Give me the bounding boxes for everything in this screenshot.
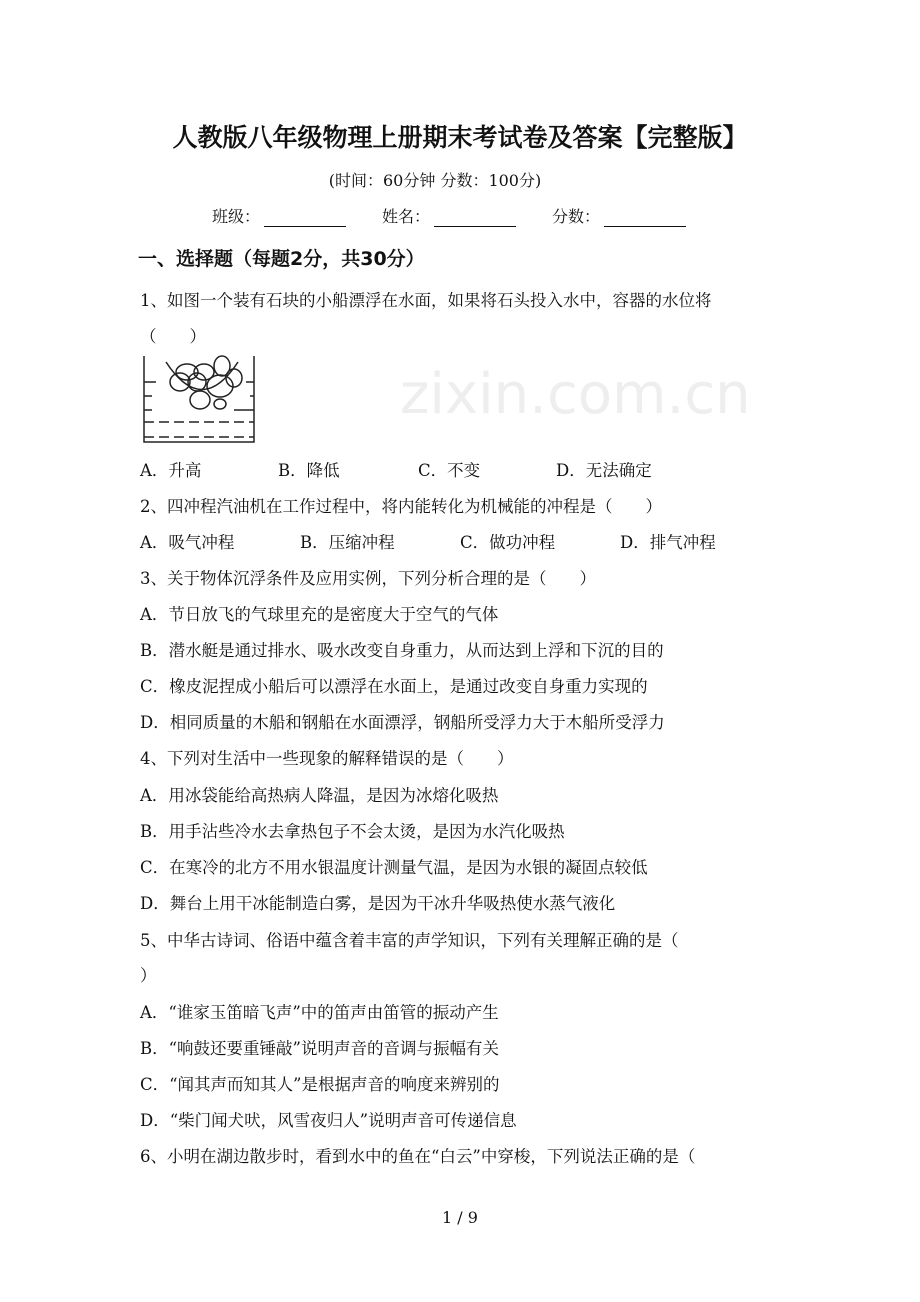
page-number: 1 / 9 [442,1208,478,1227]
class-field [212,204,346,227]
q5-stem-cont: ） [140,966,157,985]
name-field [382,204,516,227]
q1-options [140,457,652,481]
class-label: 班级： [212,207,261,226]
q2-option-c: C．做功冲程 [460,533,556,552]
q2-option-a: A．吸气冲程 [140,533,235,552]
q3-option-a: A．节日放飞的气球里充的是密度大于空气的气体 [140,605,499,624]
page-title: 人教版八年级物理上册期末考试卷及答案【完整版】 [172,123,748,152]
q4-option-d: D．舞台上用干冰能制造白雾，是因为干冰升华吸热使水蒸气液化 [140,894,616,913]
q1-stem-cont: （ ） [140,327,206,346]
q4-stem: 4、下列对生活中一些现象的解释错误的是（ ） [140,749,514,768]
q3-stem: 3、关于物体沉浮条件及应用实例，下列分析合理的是（ ） [140,569,596,588]
q2-stem: 2、四冲程汽油机在工作过程中，将内能转化为机械能的冲程是（ ） [140,497,662,516]
q2-option-d: D．排气冲程 [620,533,716,552]
boat-figure [142,352,262,444]
q1-option-a: A．升高 [140,461,202,480]
score-field [552,204,686,227]
q6-stem: 6、小明在湖边散步时，看到水中的鱼在“白云”中穿梭，下列说法正确的是（ [140,1147,696,1166]
q5-option-d: D．“柴门闻犬吠，风雪夜归人”说明声音可传递信息 [140,1111,517,1130]
q1-option-b: B．降低 [278,461,340,480]
class-blank [264,210,346,227]
q2-options [140,529,716,553]
exam-info: (时间：60分钟 分数：100分) [328,171,542,190]
name-blank [434,210,516,227]
q4-option-c: C．在寒冷的北方不用水银温度计测量气温，是因为水银的凝固点较低 [140,858,648,877]
q4-option-b: B．用手沾些冷水去拿热包子不会太烫，是因为水汽化吸热 [140,822,565,841]
q5-stem: 5、中华古诗词、俗语中蕴含着丰富的声学知识，下列有关理解正确的是（ [140,931,679,950]
q5-option-a: A．“谁家玉笛暗飞声”中的笛声由笛管的振动产生 [140,1003,499,1022]
q1-stem: 1、如图一个装有石块的小船漂浮在水面，如果将石头投入水中，容器的水位将 [140,291,712,310]
q3-option-b: B．潜水艇是通过排水、吸水改变自身重力，从而达到上浮和下沉的目的 [140,641,664,660]
q5-option-c: C．“闻其声而知其人”是根据声音的响度来辨别的 [140,1075,500,1094]
watermark: zixin.com.cn [400,362,751,427]
q1-option-c: C．不变 [418,461,481,480]
score-blank [604,210,686,227]
q4-option-a: A．用冰袋能给高热病人降温，是因为冰熔化吸热 [140,786,499,805]
q3-option-d: D．相同质量的木船和钢船在水面漂浮，钢船所受浮力大于木船所受浮力 [140,713,665,732]
section-heading: 一、选择题（每题2分，共30分） [138,248,425,270]
score-label: 分数： [552,207,601,226]
q1-option-d: D．无法确定 [556,461,652,480]
student-fields [212,204,686,227]
name-label: 姓名： [382,207,431,226]
q3-option-c: C．橡皮泥捏成小船后可以漂浮在水面上，是通过改变自身重力实现的 [140,677,648,696]
q2-option-b: B．压缩冲程 [300,533,395,552]
q5-option-b: B．“响鼓还要重锤敲”说明声音的音调与振幅有关 [140,1039,499,1058]
